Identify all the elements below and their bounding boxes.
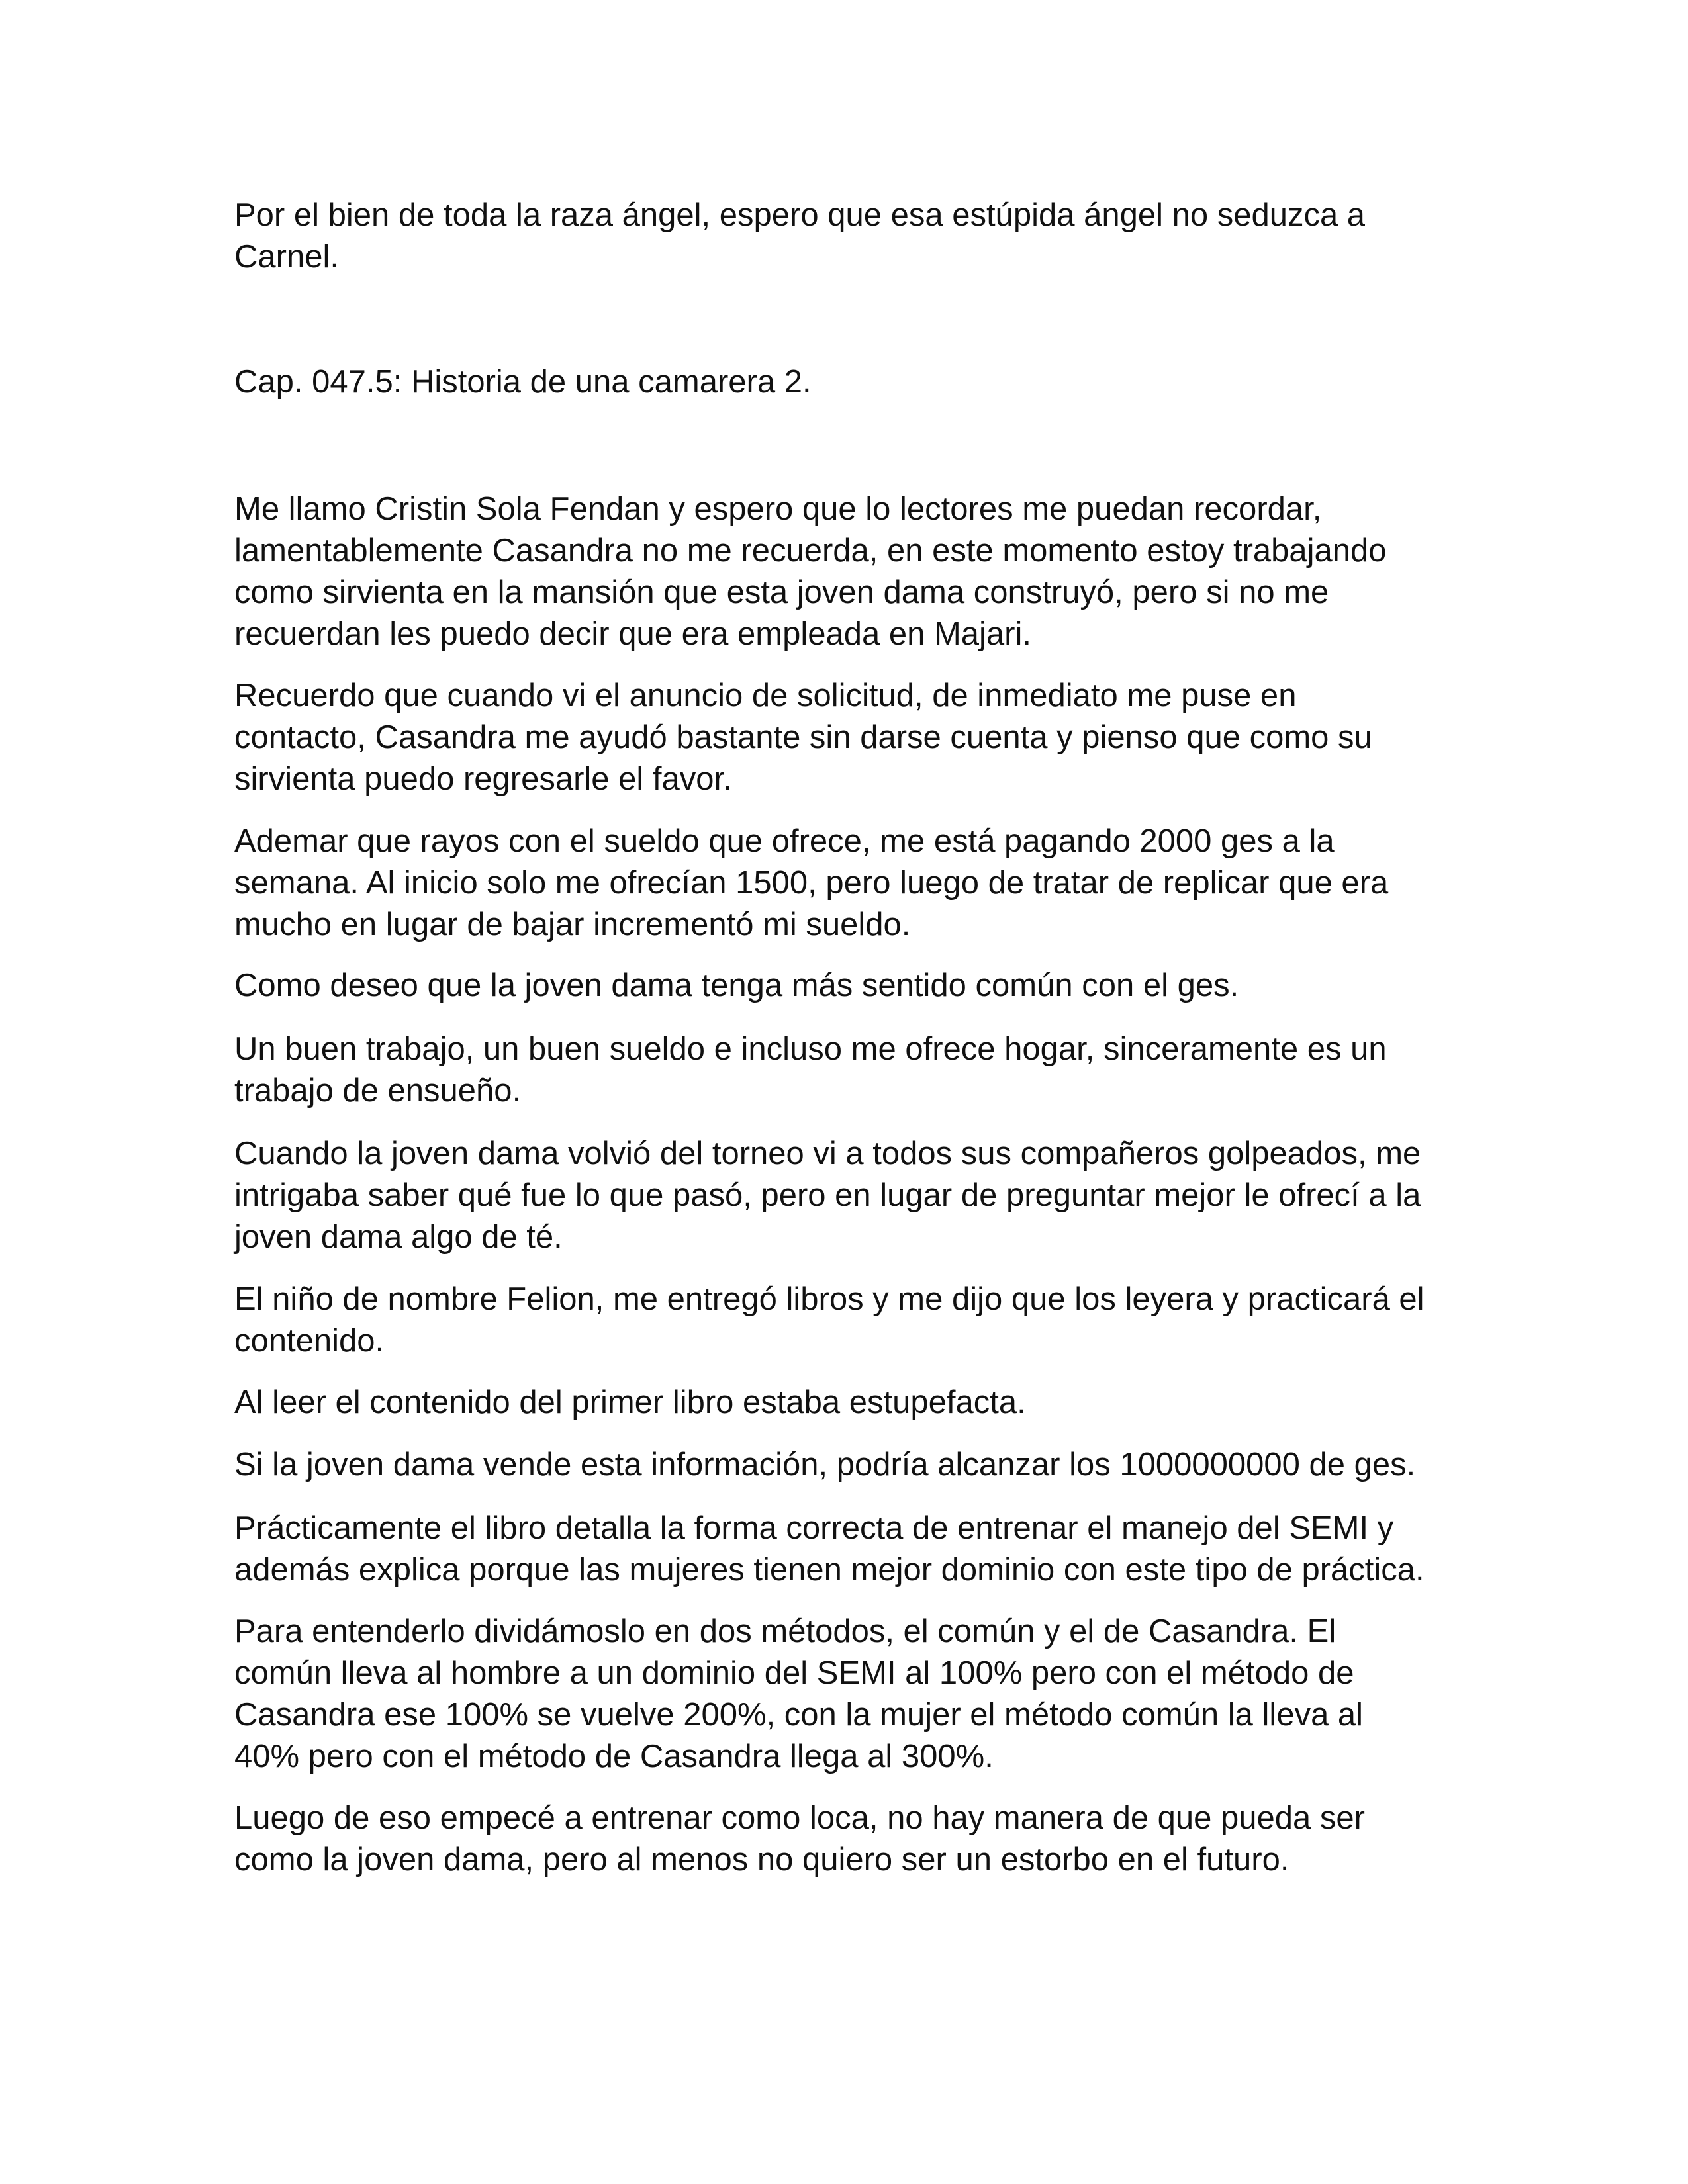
paragraph: Para entenderlo dividámoslo en dos métodos, el común y el de Casandra. El común lleva al hombre a un dominio del SEMI al 100% pero con el método de Casandra ese 100% se vuelve 200%, con la mujer el método común la lleva al 40% pero con el método de Casandra llega al 300%. [234, 1614, 1364, 1774]
paragraph: Luego de eso empecé a entrenar como loca, no hay manera de que pueda ser como la joven dama, pero al menos no quiero ser un estorbo en el futuro. [234, 1800, 1365, 1878]
paragraph: Me llamo Cristin Sola Fendan y espero que lo lectores me puedan recordar, lamentablemente Casandra no me recuerda, en este momento estoy trabajando como sirvienta en la mansión que esta joven dama construyó, pero si no me recuerdan les puedo decir que era empleada en Majari. [234, 491, 1387, 652]
paragraph: Al leer el contenido del primer libro estaba estupefacta. [234, 1385, 1026, 1420]
paragraph: El niño de nombre Felion, me entregó libros y me dijo que los leyera y practicará el contenido. [234, 1281, 1425, 1359]
chapter-title: Cap. 047.5: Historia de una camarera 2. [234, 364, 812, 400]
paragraph: Cuando la joven dama volvió del torneo vi a todos sus compañeros golpeados, me intrigaba saber qué fue lo que pasó, pero en lugar de preguntar mejor le ofrecí a la joven dama algo de té. [234, 1136, 1421, 1255]
paragraph: Si la joven dama vende esta información, podría alcanzar los 1000000000 de ges. [234, 1447, 1416, 1482]
paragraph: Como deseo que la joven dama tenga más sentido común con el ges. [234, 968, 1239, 1003]
paragraph: Recuerdo que cuando vi el anuncio de solicitud, de inmediato me puse en contacto, Casandra me ayudó bastante sin darse cuenta y pienso que como su sirvienta puedo regresarle el favor. [234, 678, 1372, 797]
intro-paragraph: Por el bien de toda la raza ángel, espero que esa estúpida ángel no seduzca a Carnel. [234, 197, 1366, 275]
paragraph: Un buen trabajo, un buen sueldo e incluso me ofrece hogar, sinceramente es un trabajo de ensueño. [234, 1031, 1387, 1109]
paragraph: Prácticamente el libro detalla la forma correcta de entrenar el manejo del SEMI y además explica porque las mujeres tienen mejor dominio con este tipo de práctica. [234, 1510, 1425, 1588]
paragraph: Ademar que rayos con el sueldo que ofrece, me está pagando 2000 ges a la semana. Al inicio solo me ofrecían 1500, pero luego de tratar de replicar que era mucho en lugar de bajar incrementó mi sueldo. [234, 823, 1389, 942]
